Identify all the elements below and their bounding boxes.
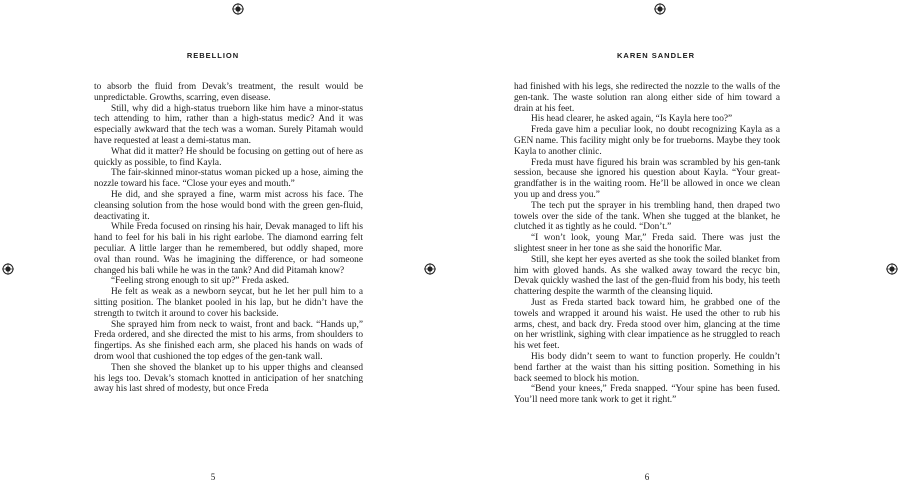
paragraph: While Freda focused on rinsing his hair, Devak managed to lift his hand to feel for his bali in his right earlobe. The diamond earring felt peculiar. A little larger than he remembered, but oddly shaped, more oval than round. Was he imagining the difference, or had someone changed his bali while he was in the tank? And did Pitamah know?	[94, 222, 363, 276]
paragraph: to absorb the fluid from Devak’s treatment, the result would be unpredictable. Growths, scarring, even disease.	[94, 82, 363, 103]
running-head: REBELLION	[186, 51, 240, 60]
paragraph: Still, she kept her eyes averted as she took the soiled blanket from him with gloved hands. As she walked away toward the recyc bin, Devak quickly washed the last of the gen-fluid from his body, his teeth chattering despite the warmth of the cleansing liquid.	[514, 254, 780, 298]
paragraph: Freda gave him a peculiar look, no doubt recognizing Kayla as a GEN name. This facility might only be for trueborns. Maybe they took Kayla to another clinic.	[514, 125, 780, 157]
paragraph: He did, and she sprayed a fine, warm mist across his face. The cleansing solution from the hose would bond with the green gen-fluid, deactivating it.	[94, 189, 363, 222]
page-number: 5	[210, 472, 216, 482]
paragraph: The tech put the sprayer in his trembling hand, then draped two towels over the side of the tank. When she tugged at the blanket, he clutched it as tightly as he could. “Don’t.”	[514, 200, 780, 233]
right-page	[450, 0, 900, 499]
body-text	[514, 82, 780, 406]
paragraph: Freda must have figured his brain was scrambled by his gen-tank session, because she ignored his question about Kayla. “Your great-grandfather is in the waiting room. He’ll be allowed in once we clean you up and dress you.”	[514, 157, 780, 200]
paragraph: The fair-skinned minor-status woman picked up a hose, aiming the nozzle toward his face. “Close your eyes and mouth.”	[94, 168, 363, 190]
paragraph: “I won’t look, young Mar,” Freda said. There was just the slightest sneer in her tone as she said the honorific Mar.	[514, 233, 780, 254]
paragraph: Then she shoved the blanket up to his upper thighs and cleansed his legs too. Devak’s stomach knotted in anticipation of her snatching away his last shred of modesty, but once Freda	[94, 362, 363, 395]
paragraph: Still, why did a high-status trueborn like him have a minor-status tech attending to him, rather than a high-status medic? And it was especially awkward that the tech was a woman. Surely Pitamah would have requested at least a demi-status man.	[94, 103, 363, 146]
page-number: 6	[644, 472, 650, 482]
paragraph: She sprayed him from neck to waist, front and back. “Hands up,” Freda ordered, and she directed the mist to his arms, from shoulders to fingertips. As she finished each arm, she placed his hands on wads of drom wool that cushioned the top edges of the gen-tank wall.	[94, 319, 363, 362]
paragraph: had finished with his legs, she redirected the nozzle to the walls of the gen-tank. The waste solution ran along either side of him toward a drain at his feet.	[514, 82, 780, 114]
paragraph: “Feeling strong enough to sit up?” Freda asked.	[111, 276, 290, 287]
paragraph: Just as Freda started back toward him, he grabbed one of the towels and wrapped it around his waist. He used the other to rub his arms, chest, and back dry. Freda stood over him, glancing at the time on her wristlink, sighing with clear impatience as he struggled to reach his wet feet.	[514, 297, 780, 352]
paragraph: What did it matter? He should be focusing on getting out of here as quickly as possible, to find Kayla.	[94, 146, 363, 168]
running-head: KAREN SANDLER	[616, 51, 695, 60]
paragraph: His body didn’t seem to want to function properly. He couldn’t bend farther at the waist than his sitting position. Something in his back seemed to block his motion.	[514, 351, 780, 384]
body-text	[94, 82, 363, 395]
paragraph: “Bend your knees,” Freda snapped. “Your spine has been fused. You’ll need more tank work to get it right.”	[514, 384, 780, 406]
paragraph: He felt as weak as a newborn seycat, but he let her pull him to a sitting position. The blanket pooled in his lap, but he didn’t have the strength to twitch it around to cover his backside.	[94, 287, 363, 319]
paragraph: His head clearer, he asked again, “Is Kayla here too?”	[531, 114, 733, 125]
